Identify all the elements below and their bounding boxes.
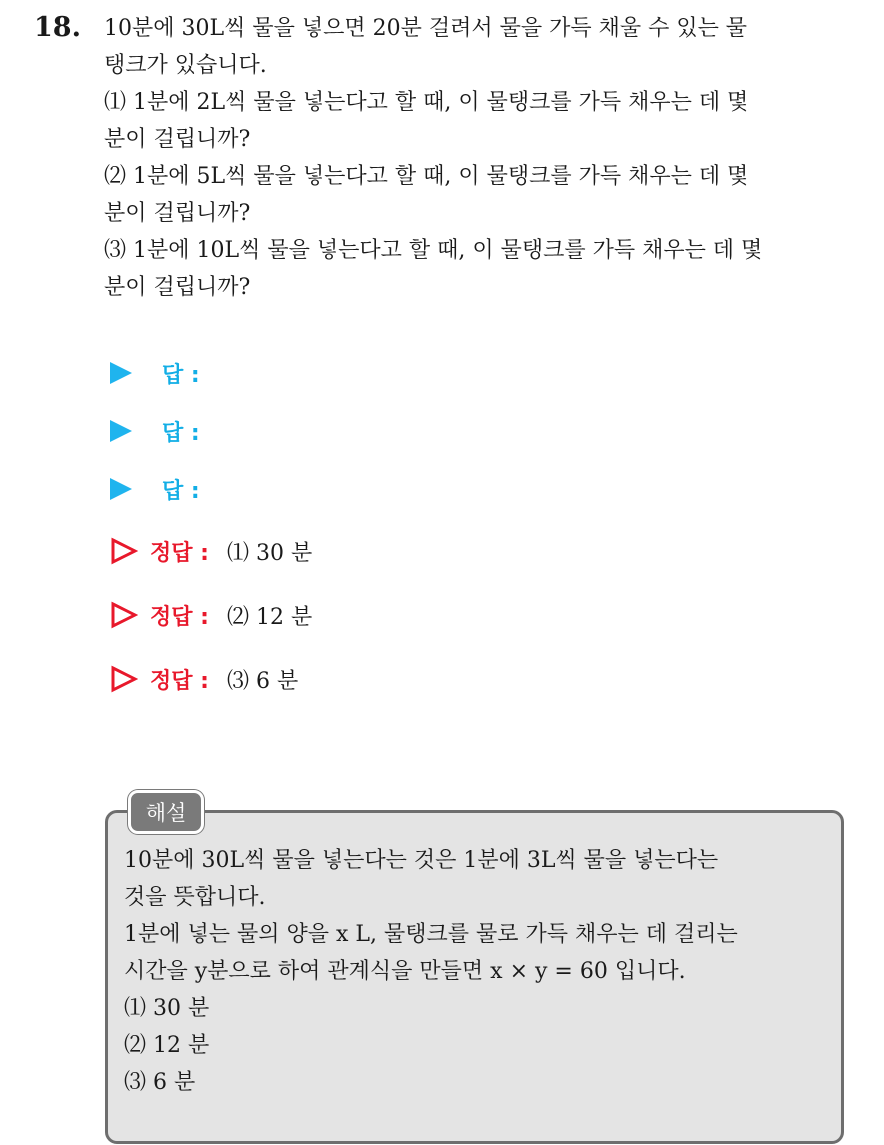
explanation-line: ⑶ 6 분 bbox=[124, 1070, 196, 1095]
solution-label: 정답 : bbox=[150, 604, 209, 630]
answer-row[interactable] bbox=[110, 471, 200, 507]
question-line: 분이 걸립니까? bbox=[104, 201, 251, 226]
answer-label: 답 : bbox=[162, 420, 200, 446]
solution-label: 정답 : bbox=[150, 668, 209, 694]
play-arrow-icon bbox=[110, 478, 132, 500]
question-line: 분이 걸립니까? bbox=[104, 127, 251, 152]
play-arrow-icon bbox=[110, 420, 132, 442]
answer-row[interactable] bbox=[110, 413, 200, 449]
question-line: ⑶ 1분에 10L씩 물을 넣는다고 할 때, 이 물탱크를 가득 채우는 데 몇 bbox=[104, 238, 763, 263]
solution-value: ⑴ 30 분 bbox=[226, 540, 313, 566]
answer-label: 답 : bbox=[162, 478, 200, 504]
explanation-tab: 해설 bbox=[128, 790, 204, 834]
explanation-text bbox=[124, 842, 824, 1101]
solution-row bbox=[110, 661, 298, 697]
outline-arrow-icon bbox=[110, 665, 138, 693]
solution-label: 정답 : bbox=[150, 540, 209, 566]
explanation-line: 것을 뜻합니다. bbox=[124, 885, 266, 910]
explanation-line: ⑴ 30 분 bbox=[124, 996, 210, 1021]
solution-value: ⑵ 12 분 bbox=[226, 604, 313, 630]
question-line: 탱크가 있습니다. bbox=[104, 53, 267, 78]
question-line: 분이 걸립니까? bbox=[104, 275, 251, 300]
question-line: ⑴ 1분에 2L씩 물을 넣는다고 할 때, 이 물탱크를 가득 채우는 데 몇 bbox=[104, 90, 749, 115]
explanation-line: 10분에 30L씩 물을 넣는다는 것은 1분에 3L씩 물을 넣는다는 bbox=[124, 848, 719, 873]
outline-arrow-icon bbox=[110, 601, 138, 629]
outline-arrow-icon bbox=[110, 537, 138, 565]
explanation-line: 시간을 y분으로 하여 관계식을 만들면 x × y = 60 입니다. bbox=[124, 959, 686, 984]
explanation-line: 1분에 넣는 물의 양을 x L, 물탱크를 물로 가득 채우는 데 걸리는 bbox=[124, 922, 738, 947]
answer-row[interactable] bbox=[110, 355, 200, 391]
solution-value: ⑶ 6 분 bbox=[226, 668, 299, 694]
question-line: 10분에 30L씩 물을 넣으면 20분 걸려서 물을 가득 채울 수 있는 물 bbox=[104, 16, 748, 41]
question-number: 18. bbox=[34, 12, 81, 43]
question-body bbox=[104, 10, 864, 306]
explanation-line: ⑵ 12 분 bbox=[124, 1033, 210, 1058]
solution-row bbox=[110, 533, 312, 569]
play-arrow-icon bbox=[110, 362, 132, 384]
solution-row bbox=[110, 597, 312, 633]
answer-label: 답 : bbox=[162, 362, 200, 388]
question-line: ⑵ 1분에 5L씩 물을 넣는다고 할 때, 이 물탱크를 가득 채우는 데 몇 bbox=[104, 164, 749, 189]
